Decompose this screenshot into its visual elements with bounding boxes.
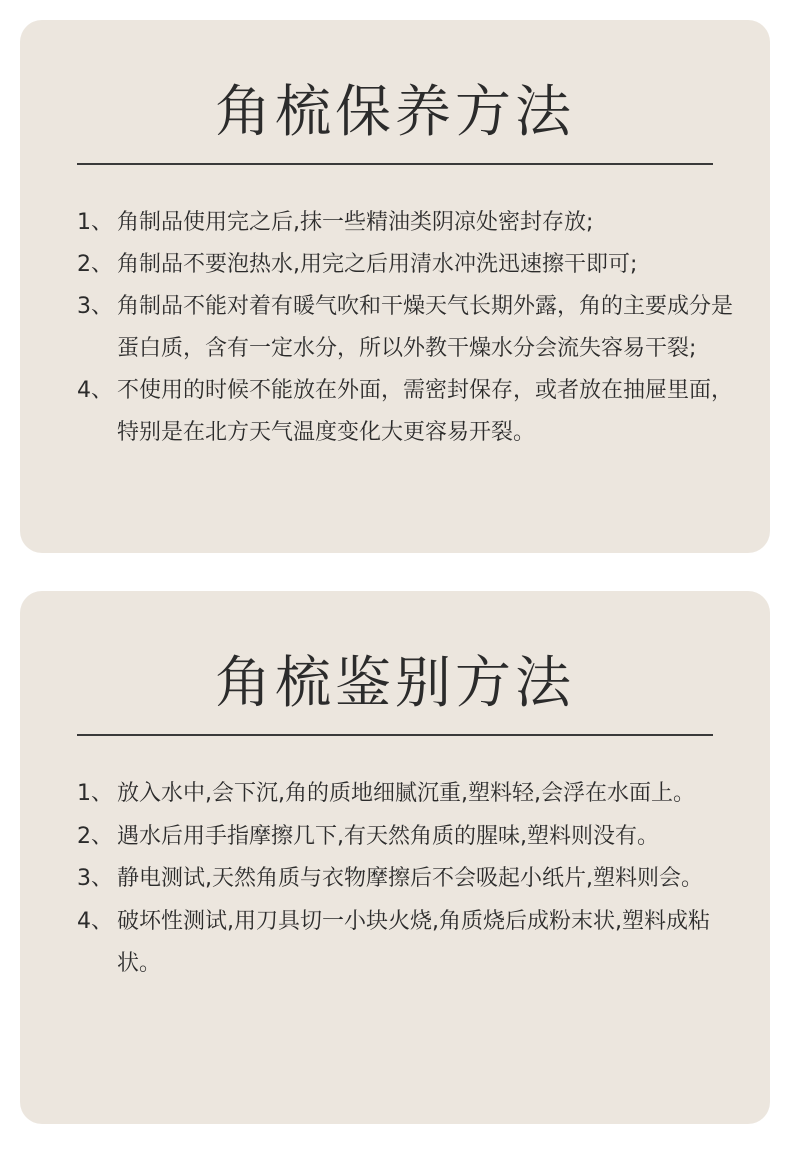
list-item-number: 1、 — [77, 210, 113, 235]
identification-methods-card — [20, 591, 770, 1124]
list-item — [77, 202, 737, 244]
list-item-number: 3、 — [77, 294, 113, 319]
list-item — [77, 370, 737, 454]
care-methods-title: 角梳保养方法 — [215, 80, 575, 145]
list-item — [77, 286, 737, 370]
care-methods-divider — [77, 163, 713, 165]
list-item-number: 1、 — [77, 781, 113, 806]
list-item-number: 3、 — [77, 866, 113, 891]
identification-methods-divider — [77, 734, 713, 736]
list-item-text: 角制品不要泡热水,用完之后用清水冲洗迅速擦干即可; — [117, 252, 638, 277]
list-item-text: 角制品使用完之后,抹一些精油类阴凉处密封存放; — [117, 210, 594, 235]
list-item-number: 4、 — [77, 908, 113, 934]
list-item-number: 4、 — [77, 378, 113, 403]
list-item — [77, 244, 737, 286]
list-item-text: 遇水后用手指摩擦几下,有天然角质的腥味,塑料则没有。 — [117, 823, 659, 849]
list-item — [77, 858, 737, 901]
list-item-number: 2、 — [77, 252, 113, 277]
care-methods-card — [20, 20, 770, 553]
list-item-text: 破坏性测试,用刀具切一小块火烧,角质烧后成粉末状,塑料成粘状。 — [117, 908, 710, 976]
list-item-text: 角制品不能对着有暖气吹和干燥天气长期外露，角的主要成分是蛋白质，含有一定水分，所以外教干燥水分会流失容易干裂; — [117, 294, 734, 361]
list-item-number: 2、 — [77, 823, 113, 849]
list-item — [77, 901, 737, 986]
identification-methods-list — [77, 773, 737, 986]
list-item — [77, 816, 737, 859]
list-item-text: 放入水中,会下沉,角的质地细腻沉重,塑料轻,会浮在水面上。 — [117, 781, 695, 806]
list-item — [77, 773, 737, 816]
care-methods-list — [77, 202, 737, 454]
identification-methods-title: 角梳鉴别方法 — [215, 651, 575, 716]
list-item-text: 静电测试,天然角质与衣物摩擦后不会吸起小纸片,塑料则会。 — [117, 866, 703, 891]
list-item-text: 不使用的时候不能放在外面，需密封保存，或者放在抽屉里面，特别是在北方天气温度变化大更容易开裂。 — [117, 378, 734, 445]
